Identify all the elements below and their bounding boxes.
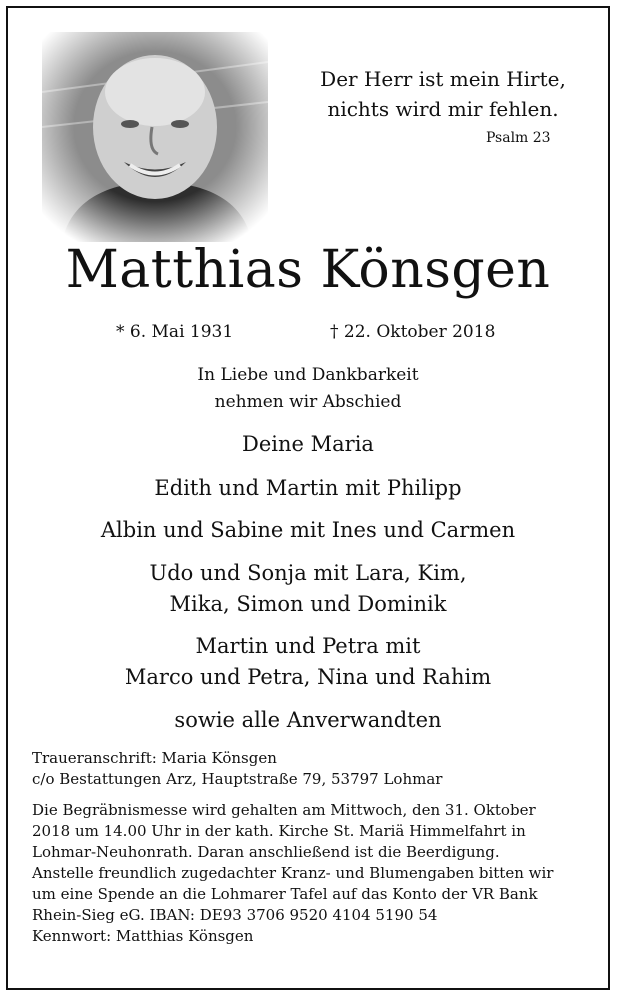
family-line: Deine Maria [242, 432, 374, 456]
address-line: Traueranschrift: Maria Könsgen [32, 749, 277, 767]
family-line: sowie alle Anverwandten [174, 708, 442, 732]
death-date: † 22. Oktober 2018 [330, 322, 496, 342]
psalm-verse [308, 64, 578, 124]
portrait-illustration [42, 32, 268, 242]
family-line: Albin und Sabine mit Ines und Carmen [100, 518, 516, 542]
service-line: Anstelle freundlich zugedachter Kranz- und Blumengaben bitten wir [32, 864, 554, 882]
family-line: Mika, Simon und Dominik [169, 592, 447, 616]
verse-reference: Psalm 23 [486, 130, 551, 146]
mourning-address [32, 748, 592, 790]
service-info [32, 800, 592, 947]
verse-line: nichts wird mir fehlen. [327, 97, 559, 121]
farewell-line: In Liebe und Dankbarkeit [197, 365, 419, 385]
service-line: Die Begräbnismesse wird gehalten am Mittwoch, den 31. Oktober [32, 801, 536, 819]
family-line: Martin und Petra mit [195, 634, 421, 658]
farewell-line: nehmen wir Abschied [214, 392, 402, 412]
family-line: Edith und Martin mit Philipp [154, 476, 462, 500]
obituary-notice [6, 6, 610, 990]
verse-line: Der Herr ist mein Hirte, [320, 67, 566, 91]
farewell-text [8, 362, 608, 416]
service-line: Kennwort: Matthias Könsgen [32, 927, 254, 945]
family-line: Marco und Petra, Nina und Rahim [124, 665, 492, 689]
deceased-name: Matthias Könsgen [65, 240, 551, 300]
service-line: um eine Spende an die Lohmarer Tafel auf das Konto der VR Bank [32, 885, 538, 903]
address-line: c/o Bestattungen Arz, Hauptstraße 79, 53797 Lohmar [32, 770, 443, 788]
birth-date: * 6. Mai 1931 [116, 322, 234, 342]
service-line: Lohmar-Neuhonrath. Daran anschließend ist die Beerdigung. [32, 843, 500, 861]
service-line: 2018 um 14.00 Uhr in der kath. Kirche St. Mariä Himmelfahrt in [32, 822, 526, 840]
family-line: Udo und Sonja mit Lara, Kim, [149, 561, 467, 585]
portrait-photo [42, 32, 268, 242]
service-line: Rhein-Sieg eG. IBAN: DE93 3706 9520 4104 5190 54 [32, 906, 438, 924]
